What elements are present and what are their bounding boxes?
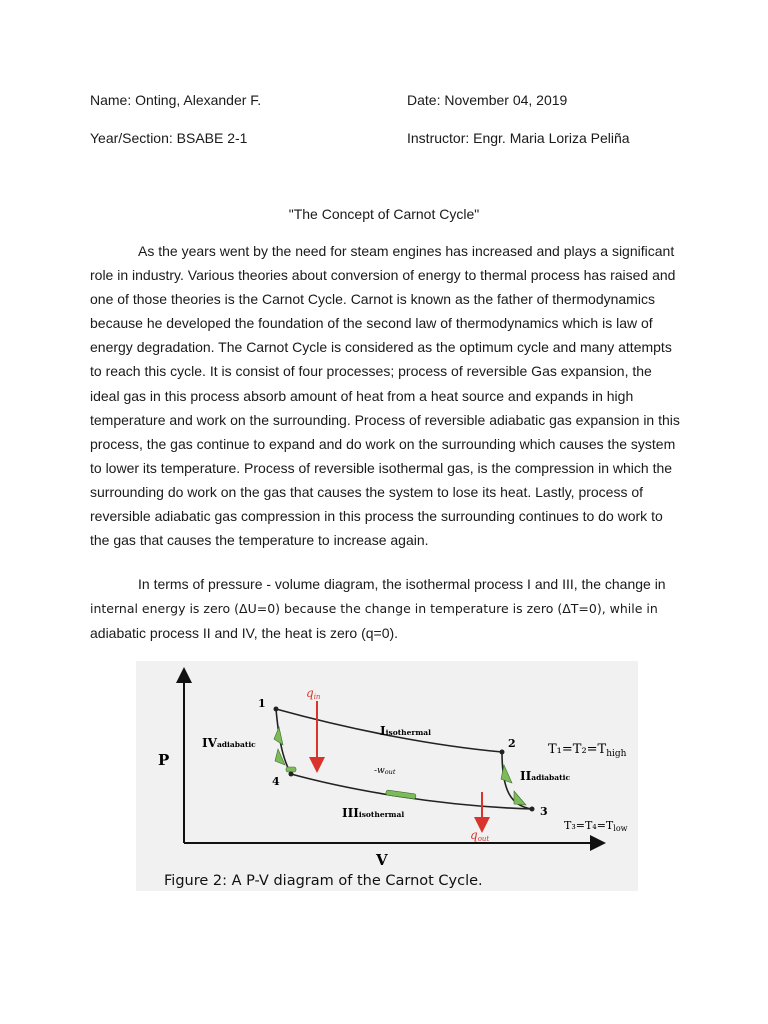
process-ii-label: IIadiabatic: [520, 769, 571, 783]
process-iii-label: IIIisothermal: [342, 806, 405, 820]
iii-process-arrow-icon: [386, 790, 416, 799]
point-4-label: 4: [272, 775, 280, 788]
figure-caption: Figure 2: A P-V diagram of the Carnot Cycle.: [164, 873, 483, 889]
paragraph-part-2: internal energy is zero (ΔU=0) because the change in temperature is zero (ΔT=0), while in: [90, 601, 658, 617]
work-out-label: -wout: [374, 766, 396, 776]
t-high-relation: $T_1=T_2=T_{high}$: [548, 742, 627, 759]
point-1-label: 1: [258, 697, 266, 710]
pv-diagram: [136, 661, 638, 891]
p-axis-label: P: [158, 751, 170, 769]
v-axis-label: V: [376, 851, 388, 869]
year-section: Year/Section: BSABE 2-1: [90, 130, 248, 146]
paragraph-pv-diagram: [90, 572, 680, 645]
ii-process-arrow-icon: [514, 791, 526, 805]
paragraph-part-1: In terms of pressure - volume diagram, the isothermal process I and III, the change in: [138, 576, 666, 592]
isothermal-compression-curve: [291, 774, 532, 809]
t-low-relation: T₃=T₄=Tlow: [564, 819, 628, 833]
document-title: "The Concept of Carnot Cycle": [288, 206, 480, 222]
iv-process-arrow-icon: [274, 727, 283, 745]
process-iv-label: IVadiabatic: [202, 736, 256, 750]
process-i-label: Iisothermal: [380, 724, 431, 738]
point-3-label: 3: [540, 805, 548, 818]
q-out-label: qout: [470, 828, 490, 843]
pv-diagram-figure: [136, 661, 638, 891]
point-2-label: 2: [508, 737, 516, 750]
student-name: Name: Onting, Alexander F.: [90, 92, 262, 108]
q-in-label: qin: [306, 686, 321, 701]
submission-date: Date: November 04, 2019: [407, 92, 568, 108]
paragraph-part-3: adiabatic process II and IV, the heat is zero (q=0).: [90, 625, 399, 642]
instructor: Instructor: Engr. Maria Loriza Peliña: [407, 130, 630, 146]
paragraph-carnot-intro: As the years went by the need for steam engines has increased and plays a significant role in industry. Various theories about conversion of energy to thermal process has raised and one of those theories is the Carnot Cycle. Carnot is known as the father of thermodynamics because he developed the foundation of the second law of thermodynamics which is law of energy degradation. The Carnot Cycle is considered as the optimum cycle and many attempts to reach this cycle. It is consist of four processes; process of reversible Gas expansion, the ideal gas in this process absorb amount of heat from a heat source and expands in high temperature and work on the surrounding. Process of reversible adiabatic gas expansion in this process, the gas continue to expand and do work on the surrounding which causes the system to lower its temperature. Process of reversible isothermal gas, is the compression in which the surrounding do work on the gas that causes the system to lose its heat. Lastly, process of reversible adiabatic gas compression in this process the surrounding continues to do work to the gas that causes the temperature to increase again.: [90, 243, 680, 549]
iv-start-marker-icon: [286, 767, 296, 772]
